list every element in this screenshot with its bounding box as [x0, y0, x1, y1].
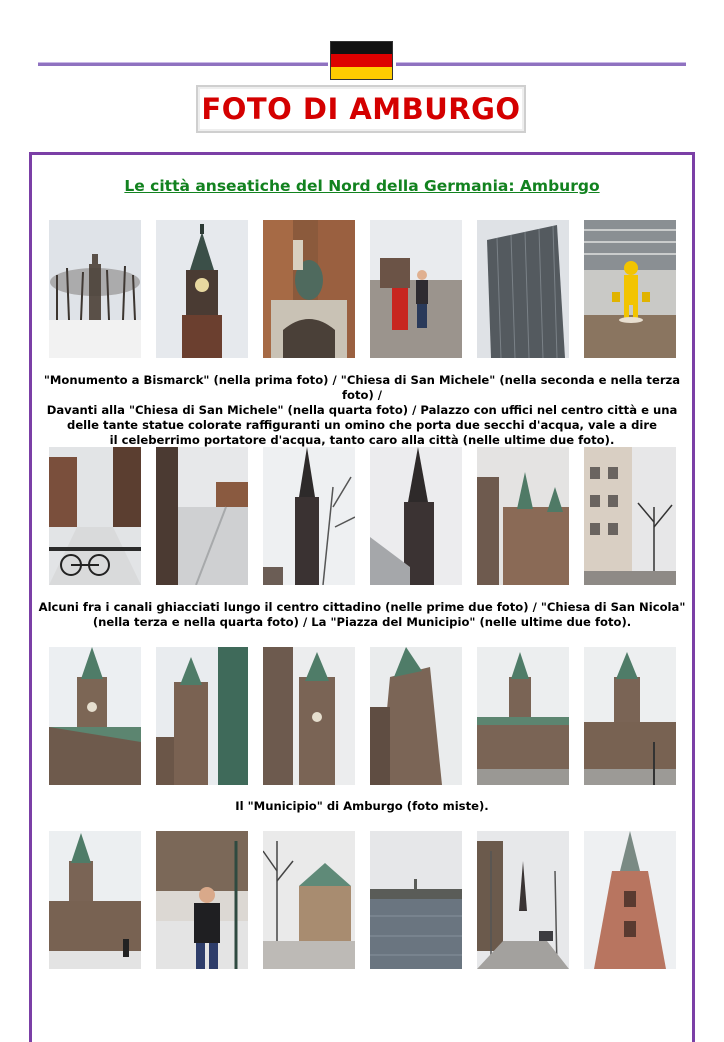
photo-row-2 [49, 447, 679, 585]
photo-row-1 [49, 220, 679, 358]
photo-street-view[interactable] [477, 831, 569, 969]
caption-line: il celeberrimo portatore d'acqua, tanto caro alla città (nelle ultime due foto). [109, 433, 615, 447]
photo-town-hall-1[interactable] [49, 647, 141, 785]
photo-pavilion-building[interactable] [263, 831, 355, 969]
photo-st-nicholas-spire-2[interactable] [370, 447, 462, 585]
caption-line: delle tante statue colorate raffiguranti un omino che porta due secchi d'acqua, vale a dire [67, 418, 657, 432]
caption-line: Alcuni fra i canali ghiacciati lungo il centro cittadino (nelle prime due foto) / "Chiesa di San Nicola" [38, 600, 686, 614]
photo-st-michael-tower[interactable] [156, 220, 248, 358]
photo-town-hall-6[interactable] [584, 647, 676, 785]
section-subtitle[interactable]: Le città anseatiche del Nord della Germania: Amburgo [124, 177, 600, 195]
caption-row-3 [32, 799, 692, 814]
germany-flag-icon [330, 41, 393, 80]
photo-town-hall-square-snow[interactable] [49, 831, 141, 969]
photo-town-hall-3[interactable] [263, 647, 355, 785]
photo-town-hall-square-2[interactable] [584, 447, 676, 585]
photo-st-michael-front[interactable] [370, 220, 462, 358]
photo-town-hall-4[interactable] [370, 647, 462, 785]
header-rule-right [396, 62, 686, 66]
caption-row-2 [32, 600, 692, 630]
photo-st-nicholas-spire-1[interactable] [263, 447, 355, 585]
content-frame [29, 152, 695, 1042]
header-rule-left [38, 62, 328, 66]
photo-st-michael-facade[interactable] [263, 220, 355, 358]
photo-visitor-town-hall[interactable] [156, 831, 248, 969]
photo-frozen-canal[interactable] [156, 447, 248, 585]
caption-line: Davanti alla "Chiesa di San Michele" (nella quarta foto) / Palazzo con uffici nel centro città e una [46, 403, 678, 417]
caption-line: Il "Municipio" di Amburgo (foto miste). [235, 799, 489, 813]
photo-row-4 [49, 831, 679, 969]
photo-water-carrier-statue[interactable] [584, 220, 676, 358]
caption-row-1 [32, 373, 692, 448]
photo-town-hall-square-1[interactable] [477, 447, 569, 585]
page-title-box [196, 85, 526, 133]
photo-st-peter-tower[interactable] [584, 831, 676, 969]
page-title: FOTO DI AMBURGO [201, 92, 521, 126]
caption-line: (nella terza e nella quarta foto) / La "Piazza del Municipio" (nelle ultime due foto). [92, 615, 632, 629]
photo-town-hall-5[interactable] [477, 647, 569, 785]
photo-town-hall-2[interactable] [156, 647, 248, 785]
caption-line: "Monumento a Bismarck" (nella prima foto) / "Chiesa di San Michele" (nella seconda e nella terza foto) / [43, 373, 681, 402]
photo-row-3 [49, 647, 679, 785]
photo-office-building[interactable] [477, 220, 569, 358]
photo-frozen-canal-bike[interactable] [49, 447, 141, 585]
photo-alster-lake[interactable] [370, 831, 462, 969]
photo-bismarck-monument[interactable] [49, 220, 141, 358]
